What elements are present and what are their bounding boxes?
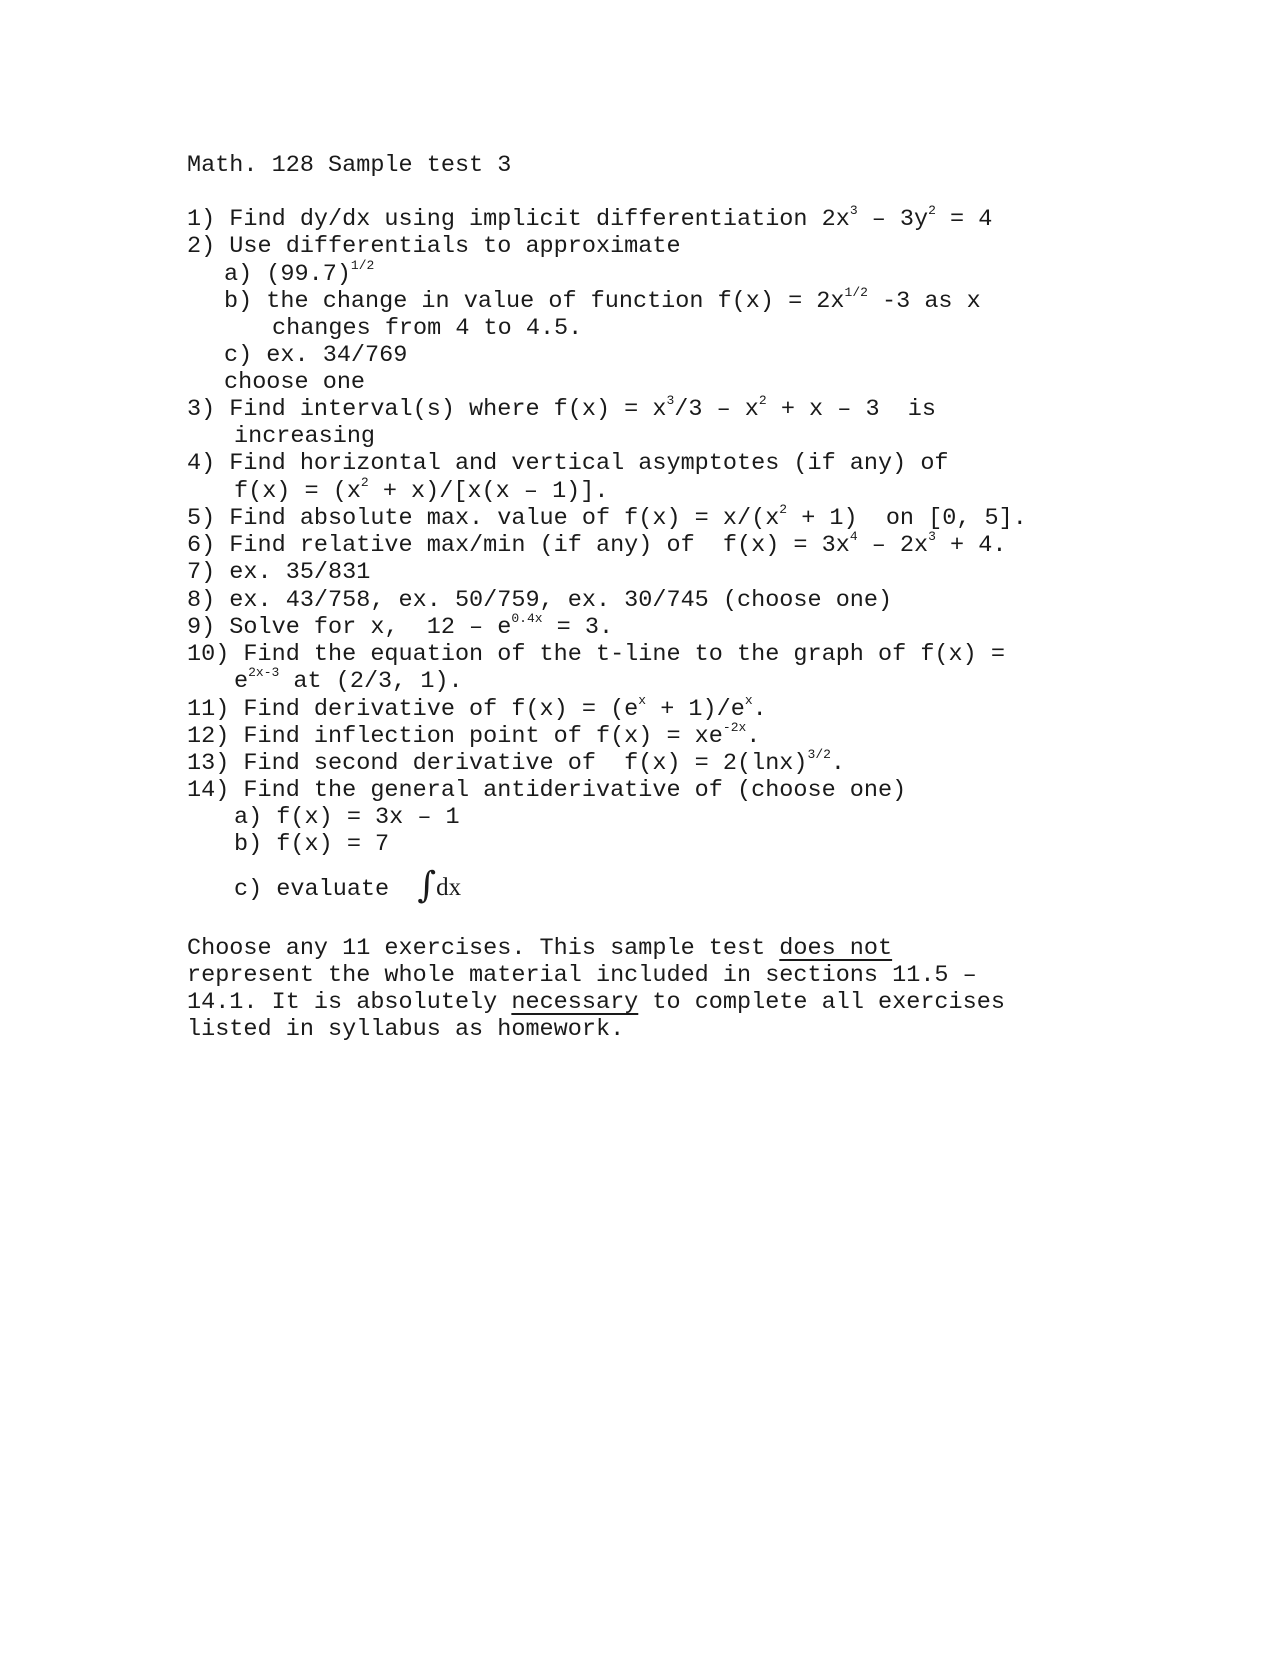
problem-1: 1) Find dy/dx using implicit differentiation $2x^3 - 3y^2 = 4$ (187, 203, 993, 233)
problem-10-continued: $e^{2x-3}$ at (2/3, 1). (234, 665, 463, 695)
underlined-does-not: does not (779, 935, 893, 962)
problem-4: 4) Find horizontal and vertical asymptotes (if any) of (187, 450, 949, 477)
problem-9: 9) Solve for x, $12 - e^{0.4x} = 3$. (187, 611, 614, 641)
problem-2b-continued: changes from 4 to 4.5. (272, 315, 583, 342)
problem-2: 2) Use differentials to approximate (187, 233, 681, 260)
footer-line-3: 14.1. It is absolutely necessary to complete all exercises (187, 989, 1005, 1016)
footer-line-4: listed in syllabus as homework. (187, 1016, 625, 1043)
problem-14a: a) f(x) = 3x – 1 (234, 804, 460, 831)
problem-5: 5) Find absolute max. value of $f(x) = x/(x^2 + 1)$ on [0, 5]. (187, 502, 1027, 532)
problem-7: 7) ex. 35/831 (187, 559, 371, 586)
problem-11: 11) Find derivative of $f(x) = (e^x + 1)/e^x$. (187, 693, 767, 723)
problem-2b: b) the change in value of function $f(x) = 2x^{1/2}$ -3 as x (224, 285, 981, 315)
page-title: Math. 128 Sample test 3 (187, 152, 512, 179)
footer-line-1: Choose any 11 exercises. This sample test does not (187, 935, 893, 962)
problem-8: 8) ex. 43/758, ex. 50/759, ex. 30/745 (choose one) (187, 587, 893, 614)
problem-10: 10) Find the equation of the t-line to the graph of f(x) = (187, 641, 1005, 668)
problem-14: 14) Find the general antiderivative of (choose one) (187, 777, 907, 804)
problem-6: 6) Find relative max/min (if any) of $f(x) = 3x^4 - 2x^3 + 4$. (187, 529, 1007, 559)
problem-2a: a) $(99.7)^{1/2}$ (224, 258, 375, 288)
problem-14b: b) f(x) = 7 (234, 831, 390, 858)
problem-13: 13) Find second derivative of $f(x) = 2(\ln x)^{3/2}$. (187, 747, 846, 777)
problem-2c: c) ex. 34/769 (224, 342, 408, 369)
problem-4-continued: $f(x) = (x^2 + x)/[x(x - 1)]$. (234, 475, 609, 505)
dx-label: dx (436, 874, 462, 901)
integral-symbol: ∫ (417, 865, 437, 906)
problem-14c: c) evaluate ∫dx (234, 865, 462, 906)
problem-2-note: choose one (224, 369, 366, 396)
problem-3: 3) Find interval(s) where $f(x) = x^3/3 - x^2 + x - 3$ is (187, 393, 936, 423)
footer-line-2: represent the whole material included in sections 11.5 – (187, 962, 977, 989)
problem-3-continued: increasing (234, 423, 376, 450)
problem-12: 12) Find inflection point of $f(x) = xe^{-2x}$. (187, 720, 761, 750)
underlined-necessary: necessary (511, 989, 639, 1016)
